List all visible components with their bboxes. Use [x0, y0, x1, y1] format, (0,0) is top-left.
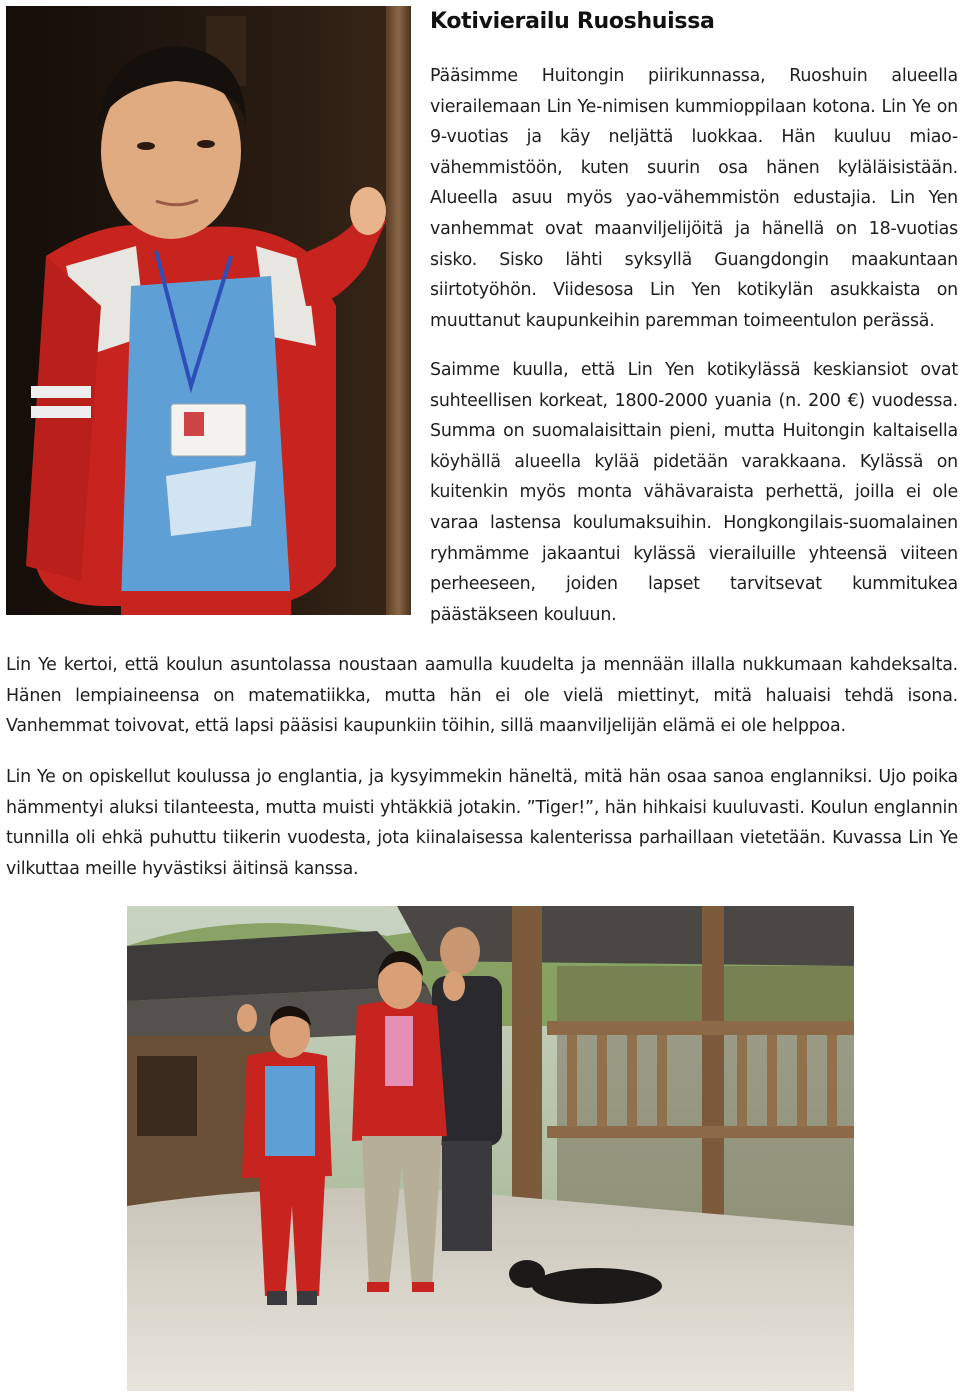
- article-paragraph-4: Lin Ye on opiskellut koulussa jo englantia, ja kysyimmekin häneltä, mitä hän osaa sanoa englanniksi. Ujo poika hämmentyi aluksi tilanteesta, mutta muisti yhtäkkiä jotakin. ”Tiger!”, hän hihkaisi kuuluvasti. Koulun englannin tunnilla oli ehkä puhuttu tiikerin vuodesta, jota kiinalaisessa kalenterissa parhaillaan vietetään. Kuvassa Lin Ye vilkuttaa meille hyvästiksi äitinsä kanssa.: [6, 767, 958, 879]
- family-waving-photo: [127, 906, 854, 1391]
- article-paragraph-2: Saimme kuulla, että Lin Yen kotikylässä keskiansiot ovat suhteellisen korkeat, 1800-2000 yuania (n. 200 €) vuodessa. Summa on suomalaisittain pieni, mutta Huitongin kaltaisella köyhällä alueella kylää pidetään varakkaana. Kylässä on kuitenkin myös monta vähävaraista perhettä, joilla ei ole varaa lastensa koulumaksuihin. Hongkongilais-suomalainen ryhmämme jakaantui kylässä vierailuille yhteensä viiteen perheeseen, joiden lapset tarvitsevat kummitukea päästäkseen kouluun.: [430, 360, 958, 625]
- article-paragraph-1: Pääsimme Huitongin piirikunnassa, Ruoshuin alueella vierailemaan Lin Ye-nimisen kummioppilaan kotona. Lin Ye on 9-vuotias ja käy neljättä luokkaa. Hän kuuluu miao-vähemmistöön, kuten suurin osa hänen kyläläisistään. Alueella asuu myös yao-vähemmistön edustajia. Lin Yen vanhemmat ovat maanviljelijöitä ja hänellä on 18-vuotias sisko. Sisko lähti syksyllä Guangdongin maakuntaan siirtotyöhön. Viidesosa Lin Yen kotikylän asukkaista on muuttanut kaupunkeihin paremman toimeentulon perässä.: [430, 66, 958, 331]
- article-title: Kotivierailu Ruoshuissa: [430, 9, 715, 34]
- boy-portrait-photo: [6, 6, 411, 615]
- article-paragraph-3: Lin Ye kertoi, että koulun asuntolassa noustaan aamulla kuudelta ja mennään illalla nukkumaan kahdeksalta. Hänen lempiaineensa on matematiikka, mutta hän ei ole vielä miettinyt, mitä haluaisi tehdä isona. Vanhemmat toivovat, että lapsi pääsisi kaupunkiin töihin, sillä maanviljelijän elämä ei ole helppoa.: [6, 655, 958, 737]
